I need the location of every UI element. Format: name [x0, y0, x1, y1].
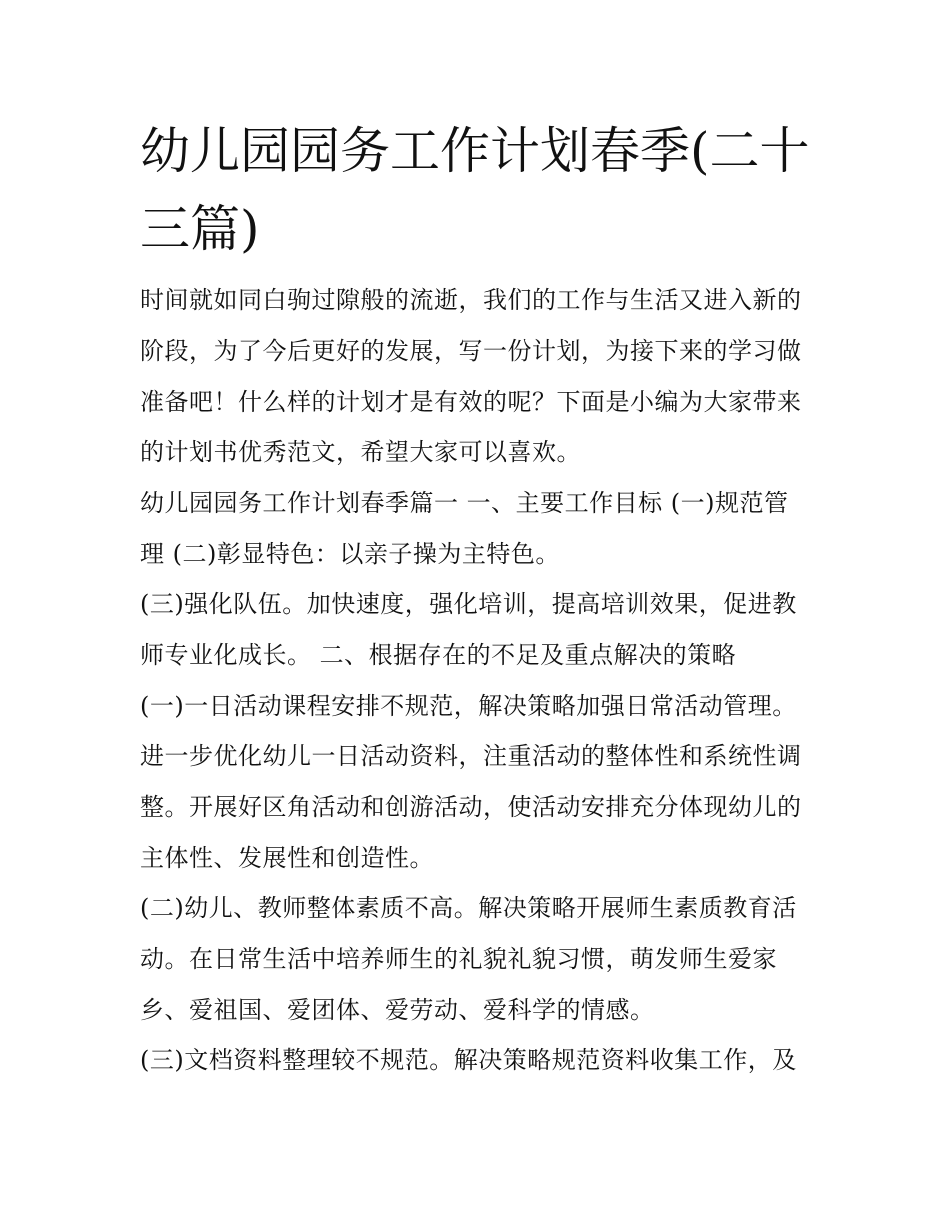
body-line: 时间就如同白驹过隙般的流逝，我们的工作与生活又进入新的 [140, 286, 802, 314]
body-line: 乡、爱祖国、爱团体、爱劳动、爱科学的情感。 [140, 996, 655, 1024]
body-line: 准备吧！什么样的计划才是有效的呢？下面是小编为大家带来 [140, 388, 802, 416]
body-line: 的计划书优秀范文，希望大家可以喜欢。 [140, 438, 581, 466]
body-line: (三)强化队伍。加快速度，强化培训，提高培训效果，促进教 [140, 590, 797, 618]
title-line: 幼儿园园务工作计划春季(二十 [140, 122, 810, 180]
body-line: 理 (二)彰显特色：以亲子操为主特色。 [140, 540, 560, 568]
body-line: (一)一日活动课程安排不规范，解决策略加强日常活动管理。 [140, 692, 797, 720]
body-line: 阶段，为了今后更好的发展，写一份计划，为接下来的学习做 [140, 337, 802, 365]
body-line: 进一步优化幼儿一日活动资料，注重活动的整体性和系统性调 [140, 742, 802, 770]
body-line: (二)幼儿、教师整体素质不高。解决策略开展师生素质教育活 [140, 894, 797, 922]
body-line: 师专业化成长。 二、根据存在的不足及重点解决的策略 [140, 641, 737, 669]
document-title [140, 112, 820, 268]
body-line: (三)文档资料整理较不规范。解决策略规范资料收集工作，及 [140, 1046, 797, 1074]
title-line: 三篇) [140, 200, 260, 258]
body-line: 主体性、发展性和创造性。 [140, 844, 434, 872]
body-line: 整。开展好区角活动和创游活动，使活动安排充分体现幼儿的 [140, 793, 802, 821]
body-line: 幼儿园园务工作计划春季篇一 一、主要工作目标 (一)规范管 [140, 489, 789, 517]
body-line: 动。在日常生活中培养师生的礼貌礼貌习惯，萌发师生爱家 [140, 945, 777, 973]
